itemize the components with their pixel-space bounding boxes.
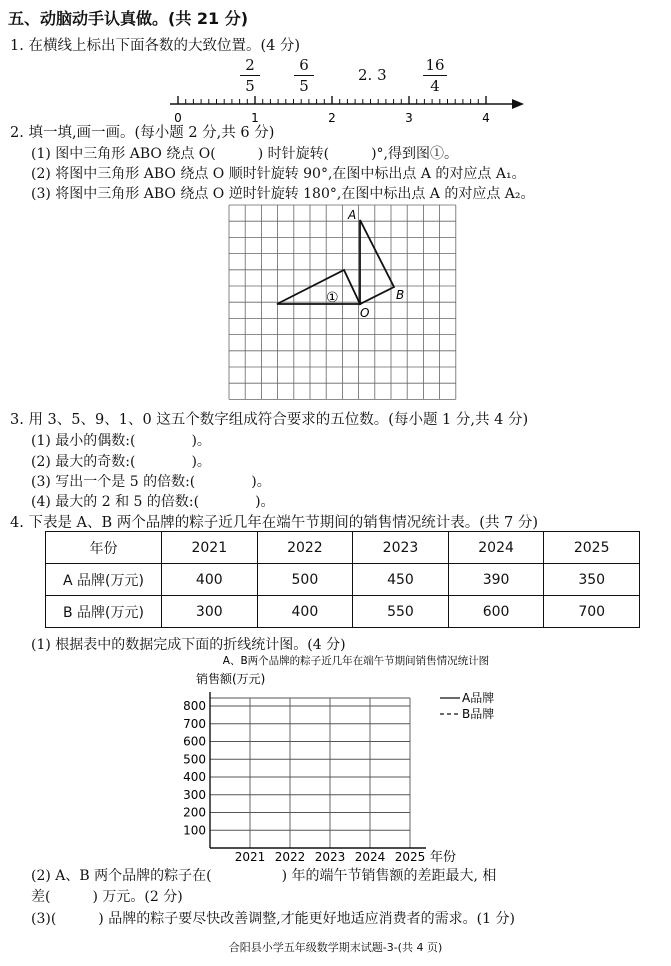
q3-item-4: (4) 最大的 2 和 5 的倍数:( )。 bbox=[31, 494, 275, 510]
point-a-label: A bbox=[348, 208, 357, 222]
q4-sub-1: (1) 根据表中的数据完成下面的折线统计图。(4 分) bbox=[31, 637, 346, 653]
table-cell: 400 bbox=[162, 564, 258, 596]
table-cell: 350 bbox=[544, 564, 640, 596]
chart-ytick-label: 300 bbox=[183, 787, 206, 802]
chart-ytick-label: 500 bbox=[183, 752, 206, 767]
chart-ytick-label: 800 bbox=[183, 699, 206, 713]
triangle-abo bbox=[360, 220, 394, 304]
table-cell: 2025 bbox=[544, 532, 640, 564]
q1-fraction-3: 16 4 bbox=[423, 56, 447, 95]
table-cell: 300 bbox=[162, 596, 258, 628]
table-cell: 400 bbox=[257, 596, 353, 628]
chart-xtick-label: 2023 bbox=[314, 850, 346, 864]
page-footer: 合阳县小学五年级数学期末试题-3-(共 4 页) bbox=[228, 941, 443, 954]
chart-ytick-label: 600 bbox=[183, 734, 206, 749]
chart-xtick-label: 2025 bbox=[394, 850, 426, 864]
q1-text: 1. 在横线上标出下面各数的大致位置。(4 分) bbox=[10, 38, 301, 54]
q3-item-2: (2) 最大的奇数:( )。 bbox=[31, 454, 211, 470]
figure-1-label: ① bbox=[326, 290, 339, 306]
table-cell: 600 bbox=[448, 596, 544, 628]
q3-item-3: (3) 写出一个是 5 的倍数:( )。 bbox=[31, 474, 271, 490]
number-line-label: 1 bbox=[251, 111, 259, 125]
chart-ytick-label: 400 bbox=[183, 770, 206, 784]
table-row bbox=[46, 596, 640, 628]
chart-ytick-label: 100 bbox=[183, 823, 206, 838]
table-cell: 390 bbox=[448, 564, 544, 596]
table-cell: A 品牌(万元) bbox=[46, 564, 162, 596]
q2-text: 2. 填一填,画一画。(每小题 2 分,共 6 分) bbox=[10, 125, 275, 141]
line-chart bbox=[0, 650, 671, 872]
q2-item-2: (2) 将图中三角形 ABO 绕点 O 顺时针旋转 90°,在图中标出点 A 的对应点 A₁。 bbox=[31, 166, 526, 182]
q4-sub-2-line2: 差( ) 万元。(2 分) bbox=[31, 889, 183, 905]
table-cell: 2023 bbox=[353, 532, 449, 564]
table-row bbox=[46, 532, 640, 564]
legend-b-label: B品牌 bbox=[462, 707, 495, 721]
chart-ytick-label: 200 bbox=[183, 805, 206, 820]
table-row bbox=[46, 564, 640, 596]
chart-legend bbox=[440, 690, 494, 721]
q1-fraction-1: 2 5 bbox=[240, 56, 260, 95]
q3-text: 3. 用 3、5、9、1、0 这五个数字组成符合要求的五位数。(每小题 1 分,共 4 分) bbox=[10, 412, 529, 428]
table-cell: 2021 bbox=[162, 532, 258, 564]
table-cell: B 品牌(万元) bbox=[46, 596, 162, 628]
chart-ytick-label: 700 bbox=[183, 716, 206, 731]
number-line-label: 0 bbox=[174, 111, 182, 125]
q4-text: 4. 下表是 A、B 两个品牌的粽子近几年在端午节期间的销售情况统计表。(共 7 分) bbox=[10, 515, 539, 531]
table-cell: 500 bbox=[257, 564, 353, 596]
sales-table bbox=[45, 531, 640, 628]
q2-item-3: (3) 将图中三角形 ABO 绕点 O 逆时针旋转 180°,在图中标出点 A 的对应点 A₂。 bbox=[31, 186, 535, 202]
table-cell: 700 bbox=[544, 596, 640, 628]
legend-a-label: A品牌 bbox=[462, 691, 495, 705]
q1-decimal: 2. 3 bbox=[358, 66, 387, 84]
q3-item-1: (1) 最小的偶数:( )。 bbox=[31, 433, 211, 449]
table-cell: 550 bbox=[353, 596, 449, 628]
table-cell: 450 bbox=[353, 564, 449, 596]
rotation-grid bbox=[0, 0, 671, 410]
point-b-label: B bbox=[396, 288, 405, 302]
chart-ylabel: 销售额(万元) bbox=[196, 672, 266, 686]
q4-sub-3: (3)( ) 品牌的粽子要尽快改善调整,才能更好地适应消费者的需求。(1 分) bbox=[31, 911, 515, 927]
q1-fraction-2: 6 5 bbox=[294, 56, 314, 95]
number-line-label: 4 bbox=[482, 111, 490, 125]
triangle-figure-1 bbox=[277, 270, 360, 304]
q2-item-1: (1) 图中三角形 ABO 绕点 O( ) 时针旋转( )°,得到图①。 bbox=[31, 146, 458, 162]
number-line-label: 3 bbox=[405, 111, 413, 125]
chart-title: A、B两个品牌的粽子近几年在端午节期间销售情况统计图 bbox=[222, 655, 490, 667]
chart-xlabel: 年份 bbox=[430, 850, 457, 865]
chart-xtick-label: 2022 bbox=[274, 850, 306, 864]
point-o-label: O bbox=[360, 306, 370, 320]
chart-xtick-label: 2021 bbox=[234, 850, 266, 864]
table-cell: 2024 bbox=[448, 532, 544, 564]
section-title: 五、动脑动手认真做。(共 21 分) bbox=[8, 9, 249, 28]
table-cell: 2022 bbox=[257, 532, 353, 564]
q4-sub-2-line1: (2) A、B 两个品牌的粽子在( ) 年的端午节销售额的差距最大, 相 bbox=[31, 868, 497, 884]
chart-xtick-label: 2024 bbox=[354, 850, 386, 864]
table-cell: 年份 bbox=[46, 532, 162, 564]
number-line-label: 2 bbox=[328, 111, 336, 125]
